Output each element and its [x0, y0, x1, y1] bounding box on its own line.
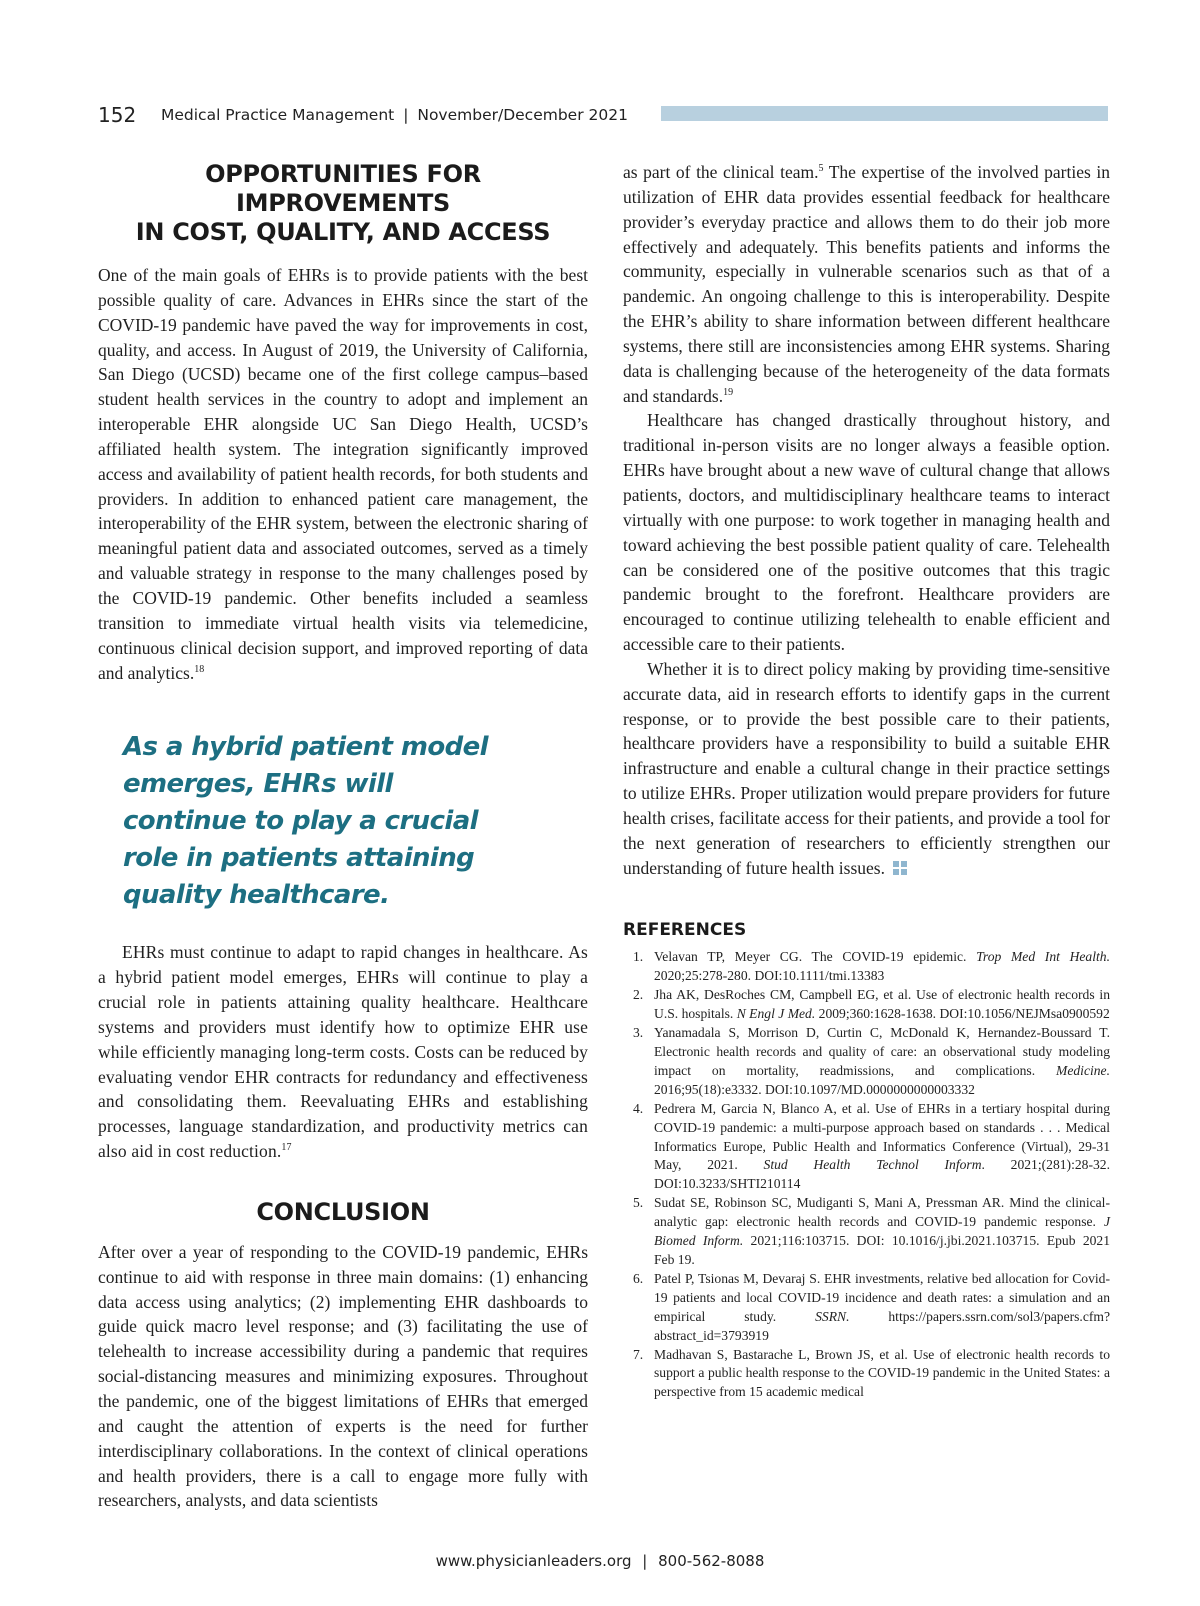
paragraph-text: One of the main goals of EHRs is to provide patients with the best possible quality of care. Advances in EHRs since the start of the COVID-19 pandemic have paved the way for improvements in cost, quality, and access. In August of 2019, the University of California, San Diego (UCSD) became one of the first college campus–based student health services in the country to adopt and implement an interoperable EHR alongside UC San Diego Health, UCSD’s affiliated health system. The integration significantly improved access and availability of patient health records, for both students and providers. In addition to enhanced patient care management, the interoperability of the EHR system, between the electronic sharing of meaningful patient data and associated outcomes, served as a timely and valuable strategy in response to the many challenges posed by the COVID-19 pandemic. Other benefits included a seamless transition to immediate virtual health visits via telemedicine, continuous clinical decision support, and improved reporting of data and analytics.: [98, 265, 588, 683]
paragraph-text: EHRs must continue to adapt to rapid changes in healthcare. As a hybrid patient model emerges, EHRs will continue to play a crucial role in patients attaining quality healthcare. Healthcare systems and providers must identify how to optimize EHR use while efficiently managing long-term costs. Costs can be reduced by evaluating vendor EHR contracts for redundancy and effectiveness and consolidating them. Reevaluating EHRs and establishing processes, language standardization, and productivity metrics can also aid in cost reduction.: [98, 942, 588, 1162]
reference-item: 7. Madhavan S, Bastarache L, Brown JS, et al. Use of electronic health records to support a public health response to the COVID-19 pandemic in the United States: a perspective from 15 academic medical: [633, 1346, 1110, 1400]
reference-item: 4. Pedrera M, Garcia N, Blanco A, et al. Use of EHRs in a tertiary hospital during COVID-19 pandemic: a multi-purpose approach based on standards . . . Medical Informatics Europe, Public Health and Informatics Conference (Virtual), 29-31 May, 2021. Stud Health Technol Inform. 2021;(281):28-32. DOI:10.3233/SHTI210114: [633, 1100, 1110, 1192]
body-paragraph: [98, 263, 588, 685]
citation-marker: 18: [194, 663, 205, 675]
header-separator: |: [403, 106, 409, 124]
page-number: 152: [98, 103, 137, 127]
footer-separator: |: [642, 1552, 648, 1570]
right-column: [623, 160, 1110, 1402]
reference-item: 6. Patel P, Tsionas M, Devaraj S. EHR investments, relative bed allocation for Covid-19 patients and local COVID-19 incidence and death rates: a simulation and an empirical study. SSRN. https://papers.ssrn.com/sol3/papers.cfm?abstract_id=3793919: [633, 1270, 1110, 1343]
header-rule-bar: [661, 106, 1108, 121]
pull-quote: As a hybrid patient model emerges, EHRs will continue to play a crucial role in patients attaining quality healthcare.: [123, 732, 488, 911]
section-heading-opportunities: [98, 160, 588, 247]
square-grid-icon: [893, 861, 907, 875]
citation-marker: 19: [723, 386, 734, 398]
references-list: [623, 948, 1110, 1402]
website-link[interactable]: www.physicianleaders.org: [435, 1552, 632, 1570]
reference-item: 3. Yanamadala S, Morrison D, Curtin C, McDonald K, Hernandez-Boussard T. Electronic health records and quality of care: an observational study modeling impact on mortality, readmissions, and complications. Medicine. 2016;95(18):e3332. DOI:10.1097/MD.0000000000003332: [633, 1025, 1110, 1097]
section-heading-conclusion: CONCLUSION: [256, 1197, 430, 1226]
paragraph-text: Whether it is to direct policy making by providing time-sensitive accurate data, aid in research efforts to identify gaps in the current response, or to provide the best possible care to their patients, healthcare providers have a responsibility to build a suitable EHR infrastructure and enable a cultural change in their practice settings to utilize EHRs. Proper utilization would prepare providers for future health crises, facilitate access for their patients, and provide a tool for the next generation of researchers to efficiently strengthen our understanding of future health issues.: [623, 658, 1110, 878]
citation-marker: 5: [818, 163, 824, 175]
paragraph-text: as part of the clinical team.: [623, 162, 819, 182]
heading-line-1: OPPORTUNITIES FOR IMPROVEMENTS: [205, 160, 481, 217]
references-heading: REFERENCES: [623, 920, 747, 941]
paragraph-text: The expertise of the involved parties in utilization of EHR data provides essential feedback for healthcare provider’s everyday practice and allows them to do their job more effectively and adequately. This benefits patients and informs the community, especially in vulnerable scenarios such as that of a pandemic. An ongoing challenge to this is interoperability. Despite the EHR’s ability to share information between different healthcare systems, there still are inconsistencies among EHR systems. Sharing data is challenging because of the heterogeneity of the data formats and standards.: [623, 162, 1110, 406]
journal-name: Medical Practice Management: [161, 106, 395, 124]
issue-date: November/December 2021: [417, 106, 628, 124]
reference-item: 2. Jha AK, DesRoches CM, Campbell EG, et al. Use of electronic health records in U.S. hospitals. N Engl J Med. 2009;360:1628-1638. DOI:10.1056/NEJMsa0900592: [633, 987, 1110, 1022]
body-paragraph: [623, 657, 1110, 881]
page-header: [98, 100, 1110, 130]
heading-line-2: IN COST, QUALITY, AND ACCESS: [135, 218, 551, 246]
body-paragraph: After over a year of responding to the COVID-19 pandemic, EHRs continue to aid with response in three main domains: (1) enhancing data access using analytics; (2) implementing EHR dashboards to guide quick macro level response; and (3) facilitating the use of telehealth to increase accessibility during a pandemic that requires social-distancing measures and minimizing exposures. Throughout the pandemic, one of the biggest limitations of EHRs that emerged and caught the attention of experts is the need for further interdisciplinary collaborations. In the context of clinical operations and health providers, there is a call to engage more fully with researchers, analysts, and data scientists: [98, 1241, 588, 1511]
body-paragraph: [623, 160, 1110, 408]
body-paragraph: [98, 940, 588, 1164]
citation-marker: 17: [281, 1142, 292, 1154]
reference-item: 1. Velavan TP, Meyer CG. The COVID-19 epidemic. Trop Med Int Health. 2020;25:278-280. DOI:10.1111/tmi.13383: [633, 949, 1110, 984]
phone-number: 800-562-8088: [658, 1552, 765, 1570]
reference-item: 5. Sudat SE, Robinson SC, Mudiganti S, Mani A, Pressman AR. Mind the clinical-analytic gap: electronic health records and COVID-19 pandemic response. J Biomed Inform. 2021;116:103715. DOI: 10.1016/j.jbi.2021.103715. Epub 2021 Feb 19.: [633, 1195, 1111, 1267]
left-column: [98, 160, 588, 1513]
running-title: [161, 102, 628, 128]
body-paragraph: Healthcare has changed drastically throughout history, and traditional in-person visits are no longer always a feasible option. EHRs have brought about a new wave of cultural change that allows patients, doctors, and multidisciplinary healthcare teams to interact virtually with one purpose: to work together in managing health and toward achieving the best possible patient quality of care. Telehealth can be considered one of the positive outcomes that this tragic pandemic brought to the forefront. Healthcare providers are encouraged to continue utilizing telehealth to enable efficient and accessible care to their patients.: [623, 410, 1110, 655]
page-footer: [0, 1552, 1200, 1570]
